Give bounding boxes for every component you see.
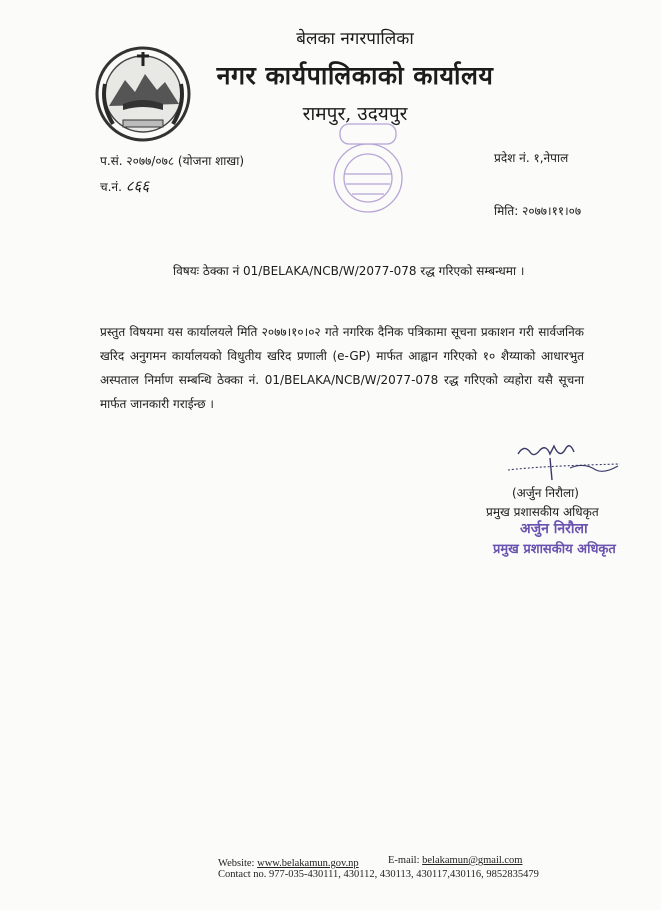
municipality-name: बेलका नगरपालिका xyxy=(296,29,414,49)
email-label: E-mail: xyxy=(388,855,420,866)
stamp-signer-title: प्रमुख प्रशासकीय अधिकृत xyxy=(493,542,616,557)
footer-website xyxy=(218,858,359,869)
signer-name: (अर्जुन निरौला) xyxy=(512,486,579,500)
nepal-emblem-icon xyxy=(93,44,193,144)
website-link[interactable]: www.belakamun.gov.np xyxy=(257,858,359,869)
dispatch-value: ८६६ xyxy=(125,177,150,195)
office-title: नगर कार्यपालिकाको कार्यालय xyxy=(216,61,494,90)
footer-email xyxy=(388,855,522,866)
office-address: रामपुर, उदयपुर xyxy=(302,103,408,125)
handwritten-signature-icon xyxy=(500,440,630,490)
dispatch-label: च.नं. xyxy=(100,180,122,194)
office-stamp-icon xyxy=(318,118,418,218)
subject-line: विषयः ठेक्का नं 01/BELAKA/NCB/W/2077-078 रद्ध गरिएको सम्बन्धमा । xyxy=(173,264,525,278)
province-line: प्रदेश नं. १,नेपाल xyxy=(494,151,569,165)
email-link[interactable]: belakamun@gmail.com xyxy=(422,855,523,866)
website-label: Website: xyxy=(218,858,255,869)
reference-number: प.सं. २०७७/०७८ (योजना शाखा) xyxy=(100,154,245,168)
stamp-signer-name: अर्जुन निरौला xyxy=(520,521,588,537)
footer-contact: Contact no. 977-035-430111, 430112, 430113, 430117,430116, 9852835479 xyxy=(218,869,539,880)
body-paragraph: प्रस्तुत विषयमा यस कार्यालयले मिति २०७७।१०।०२ गते नगरिक दैनिक पत्रिकामा सूचना प्रकाशन गरी सार्वजनिक खरिद अनुगमन कार्यालयको विधुतीय खरिद प्रणाली (e-GP) मार्फत आह्वान गरिएको १० शैय्याको आधारभुत अस्पताल निर्माण सम्बन्धि ठेक्का नं. 01/BELAKA/NCB/W/2077-078 रद्ध गरिएको व्यहोरा यसै सूचना मार्फत जानकारी गराईन्छ । xyxy=(100,325,584,411)
dispatch-number xyxy=(100,176,149,196)
date-line: मिति: २०७७।११।०७ xyxy=(494,204,582,218)
signer-title: प्रमुख प्रशासकीय अधिकृत xyxy=(486,505,599,519)
